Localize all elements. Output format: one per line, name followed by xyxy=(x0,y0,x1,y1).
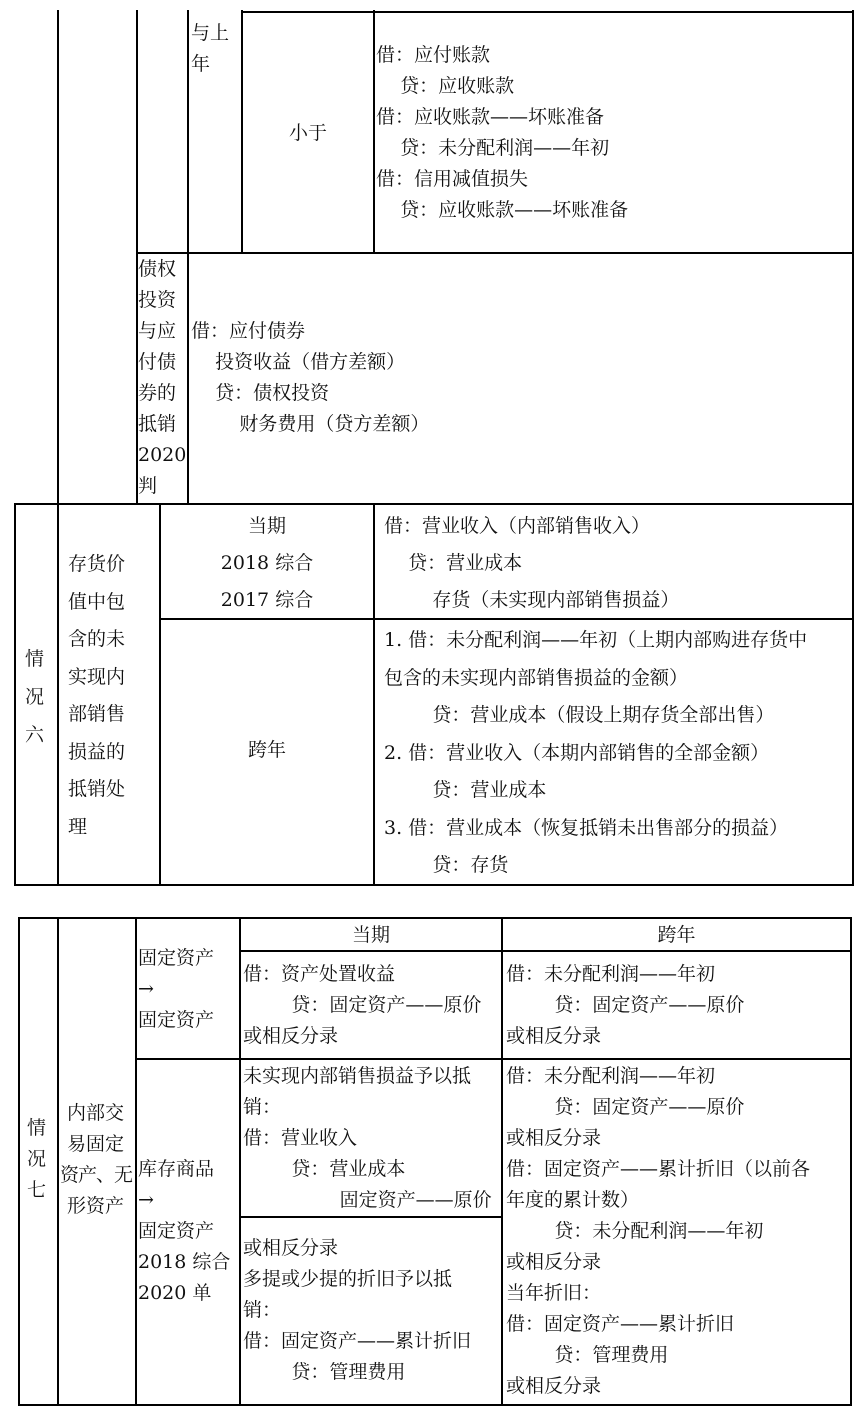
entry-line: 多提或少提的折旧予以抵 xyxy=(243,1268,453,1290)
type-line: → xyxy=(138,978,154,1000)
entry-line: 2. 借：营业收入（本期内部销售的全部金额） xyxy=(384,741,770,764)
rule xyxy=(850,917,852,1406)
entry-line: 或相反分录 xyxy=(506,1375,602,1397)
row1-type xyxy=(138,943,214,1036)
label-line: 判 xyxy=(138,475,158,497)
rule xyxy=(187,10,189,503)
header-crossyear: 跨年 xyxy=(657,924,696,946)
crossyear-label: 跨年 xyxy=(247,739,286,761)
topic-line: 含的未 xyxy=(68,628,126,650)
entry-line: 借：应付债券 xyxy=(191,320,306,342)
row2-type xyxy=(138,1154,230,1309)
topic-line: 值中包 xyxy=(68,590,126,613)
type-line: 2020 单 xyxy=(138,1282,212,1304)
entry-line: 贷：营业成本（假设上期存货全部出售） xyxy=(384,704,775,726)
rule xyxy=(373,503,375,886)
topic-line: 理 xyxy=(68,815,88,838)
rule xyxy=(135,917,137,1406)
entry-line: 贷：固定资产——原价 xyxy=(506,994,745,1016)
rule xyxy=(57,10,59,503)
entry-line: 3. 借：营业成本（恢复抵销未出售部分的损益） xyxy=(384,816,789,839)
topic-line: 抵销处 xyxy=(68,778,126,800)
rule xyxy=(373,10,375,253)
entry-line: 贷：存货 xyxy=(384,854,509,876)
rule xyxy=(18,917,852,919)
case-six-topic xyxy=(68,546,125,846)
entry-line: 或相反分录 xyxy=(243,1237,339,1259)
type-line: 固定资产 xyxy=(138,947,215,969)
label-char: 七 xyxy=(27,1179,47,1201)
label-char: 六 xyxy=(25,724,45,746)
rule xyxy=(18,1404,852,1406)
entry-line: 未实现内部销售损益予以抵 xyxy=(243,1065,472,1087)
entry-line: 贷：应收账款 xyxy=(376,75,515,97)
type-line: 库存商品 xyxy=(138,1158,215,1180)
label-char: 情 xyxy=(27,1117,47,1139)
topic-line: 资产、无 xyxy=(60,1164,133,1186)
top-entries xyxy=(376,40,628,226)
row2-current-top xyxy=(243,1061,492,1216)
type-line: → xyxy=(138,1189,154,1211)
entry-line: 年度的累计数） xyxy=(506,1189,640,1211)
crossyear-entries xyxy=(384,622,807,885)
condition-label: 小于 xyxy=(288,122,327,144)
entry-line: 1. 借：未分配利润——年初（上期内部购进存货中 xyxy=(384,629,808,651)
entry-line: 贷：营业成本 xyxy=(384,552,523,574)
case-seven-label xyxy=(27,1113,46,1206)
entry-line: 固定资产——原价 xyxy=(243,1189,492,1211)
bond-label xyxy=(138,254,186,502)
entry-line: 借：营业收入 xyxy=(243,1127,358,1149)
label-line: 2020 xyxy=(138,444,187,466)
row2-current-bottom xyxy=(243,1233,471,1388)
entry-line: 或相反分录 xyxy=(506,1127,602,1149)
entry-line: 财务费用（贷方差额） xyxy=(191,413,430,435)
rule xyxy=(57,503,59,886)
topic-line: 存货价 xyxy=(68,553,126,575)
bond-entries xyxy=(191,316,429,440)
type-line: 2018 综合 xyxy=(138,1251,231,1273)
label-line: 付债 xyxy=(138,351,177,373)
label-char: 况 xyxy=(25,686,45,708)
entry-line: 贷：固定资产——原价 xyxy=(243,994,482,1016)
label-char: 情 xyxy=(25,648,45,670)
entry-line: 借：信用减值损失 xyxy=(376,168,529,190)
label-line: 券的 xyxy=(138,382,177,404)
current-entries xyxy=(384,508,679,619)
entry-line: 贷：未分配利润——年初 xyxy=(376,137,610,159)
entry-line: 贷：营业成本 xyxy=(384,779,547,801)
rule xyxy=(135,1058,852,1060)
label-line: 债权 xyxy=(138,258,177,280)
entry-line: 借：未分配利润——年初 xyxy=(506,963,716,985)
entry-line: 或相反分录 xyxy=(506,1251,602,1273)
entry-line: 借：固定资产——累计折旧 xyxy=(243,1330,472,1352)
entry-line: 贷：固定资产——原价 xyxy=(506,1096,745,1118)
label-line: 2017 综合 xyxy=(220,589,314,611)
entry-line: 或相反分录 xyxy=(243,1025,339,1047)
entry-line: 当年折旧： xyxy=(506,1282,602,1304)
row2-crossyear xyxy=(506,1061,810,1402)
label-line: 与应 xyxy=(138,320,177,342)
rule xyxy=(852,10,854,886)
subject-label: 与上 年 xyxy=(191,22,230,75)
entry-line: 或相反分录 xyxy=(506,1025,602,1047)
entry-line: 贷：未分配利润——年初 xyxy=(506,1220,764,1242)
entry-line: 贷：应收账款——坏账准备 xyxy=(376,199,629,221)
entry-line: 投资收益（借方差额） xyxy=(191,351,406,373)
entry-line: 借：资产处置收益 xyxy=(243,963,396,985)
row1-current xyxy=(243,959,481,1052)
entry-line: 借：应收账款——坏账准备 xyxy=(376,106,605,128)
rule xyxy=(18,917,20,1406)
topic-line: 易固定 xyxy=(67,1133,125,1155)
case-seven-topic xyxy=(60,1098,132,1222)
row1-crossyear xyxy=(506,959,744,1052)
label-line: 抵销 xyxy=(138,413,177,435)
entry-line: 借：应付账款 xyxy=(376,44,491,66)
label-line: 当期 xyxy=(247,515,286,537)
entry-line: 借：未分配利润——年初 xyxy=(506,1065,716,1087)
topic-line: 实现内 xyxy=(68,665,126,688)
entry-line: 存货（未实现内部销售损益） xyxy=(384,589,680,611)
type-line: 固定资产 xyxy=(138,1220,215,1242)
rule xyxy=(57,917,59,1406)
current-label xyxy=(161,508,373,619)
label-line: 投资 xyxy=(138,289,177,311)
topic-line: 损益的 xyxy=(68,740,126,763)
entry-line: 借：营业收入（内部销售收入） xyxy=(384,515,651,537)
rule xyxy=(241,11,853,13)
rule xyxy=(239,917,241,1406)
entry-line: 贷：债权投资 xyxy=(191,382,330,404)
rule xyxy=(14,503,853,505)
rule xyxy=(136,252,853,254)
type-line: 固定资产 xyxy=(138,1009,215,1031)
label-line: 2018 综合 xyxy=(220,552,314,574)
topic-line: 形资产 xyxy=(67,1195,125,1217)
topic-line: 部销售 xyxy=(68,703,126,725)
entry-line: 销： xyxy=(243,1096,282,1118)
label-char: 况 xyxy=(27,1148,47,1170)
entry-line: 贷：管理费用 xyxy=(243,1361,406,1383)
rule xyxy=(14,503,16,886)
entry-line: 借：固定资产——累计折旧（以前各 xyxy=(506,1158,811,1180)
entry-line: 销： xyxy=(243,1299,282,1321)
case-six-label xyxy=(25,640,44,754)
header-current: 当期 xyxy=(351,924,390,946)
rule xyxy=(239,1216,503,1218)
rule xyxy=(501,917,503,1406)
entry-line: 贷：营业成本 xyxy=(243,1158,406,1180)
entry-line: 包含的未实现内部销售损益的金额） xyxy=(384,666,689,689)
entry-line: 借：固定资产——累计折旧 xyxy=(506,1313,735,1335)
topic-line: 内部交 xyxy=(67,1102,125,1124)
entry-line: 贷：管理费用 xyxy=(506,1344,669,1366)
